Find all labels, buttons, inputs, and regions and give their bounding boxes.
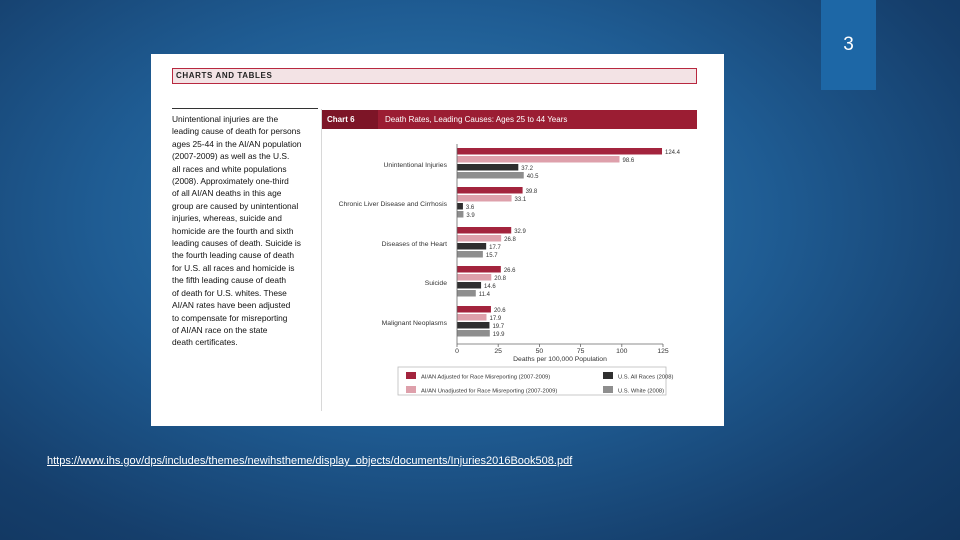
bar (457, 203, 463, 210)
description-line: for U.S. all races and homicide is (172, 262, 295, 273)
slide-number: 3 (821, 0, 876, 90)
description-line: of all AI/AN deaths in this age (172, 188, 282, 199)
bar (457, 195, 512, 202)
data-label: 39.8 (525, 189, 538, 195)
legend-swatch (603, 372, 613, 379)
legend-swatch (603, 386, 613, 393)
data-label: 26.6 (503, 268, 516, 274)
description-line: (2007-2009) as well as the U.S. (172, 151, 290, 162)
x-tick-label: 25 (494, 348, 502, 355)
x-axis-label: Deaths per 100,000 Population (513, 356, 607, 363)
description-line: the fifth leading cause of death (172, 275, 287, 286)
data-label: 3.9 (466, 213, 475, 219)
description-line: leading cause of death for persons (172, 126, 301, 137)
category-label: Suicide (424, 280, 447, 287)
bar (457, 330, 490, 337)
bar (457, 164, 518, 171)
legend-label: U.S. White (2008) (618, 388, 665, 395)
description-line: AI/AN rates have been adjusted (172, 300, 291, 311)
data-label: 40.5 (526, 174, 539, 180)
bar (457, 235, 501, 242)
description-line: Unintentional injuries are the (172, 114, 279, 124)
data-label: 14.6 (484, 284, 496, 290)
chart-number: Chart 6 (322, 110, 378, 129)
data-label: 33.1 (514, 197, 527, 203)
data-label: 11.4 (478, 292, 491, 298)
data-label: 19.7 (492, 324, 505, 330)
data-label: 15.7 (485, 253, 498, 259)
description-line: to compensate for misreporting (172, 312, 288, 323)
legend-label: U.S. All Races (2008) (618, 374, 674, 381)
category-label: Chronic Liver Disease and Cirrhosis (338, 201, 447, 208)
data-label: 32.9 (514, 229, 526, 235)
bar (457, 314, 486, 321)
description-line: the fourth leading cause of death (172, 250, 294, 261)
x-tick-label: 125 (657, 348, 669, 355)
description-line: leading causes of death. Suicide is (172, 238, 301, 249)
data-label: 20.8 (494, 276, 506, 282)
description-line: group are caused by unintentional (172, 200, 299, 211)
data-label: 17.7 (489, 245, 501, 251)
data-label: 37.2 (521, 166, 533, 172)
bar (457, 322, 489, 329)
bar (457, 282, 481, 289)
data-label: 3.6 (465, 205, 475, 211)
description-line: injuries, whereas, suicide and (172, 213, 282, 224)
data-label: 20.6 (493, 308, 506, 314)
description-line: homicide are the fourth and sixth (172, 225, 294, 236)
bar (457, 148, 662, 155)
description-text (172, 113, 317, 349)
description-line: ages 25-44 in the AI/AN population (172, 138, 302, 149)
bar-chart (322, 134, 697, 399)
category-label: Malignant Neoplasms (381, 320, 447, 327)
legend-label: AI/AN Adjusted for Race Misreporting (2007-2009) (421, 374, 551, 381)
document-page (151, 54, 724, 426)
x-tick-label: 50 (535, 348, 544, 355)
bar (457, 266, 501, 273)
data-label: 17.9 (489, 316, 502, 322)
data-label: 124.4 (665, 150, 681, 156)
left-divider (172, 108, 318, 109)
bar (457, 156, 619, 163)
description-line: of AI/AN race on the state (172, 324, 268, 335)
x-tick-label: 0 (455, 348, 459, 355)
bar (457, 243, 486, 250)
category-label: Diseases of the Heart (381, 241, 447, 248)
description-line: death certificates. (172, 337, 238, 348)
bar (457, 172, 524, 179)
bar (457, 211, 463, 218)
category-label: Unintentional Injuries (383, 162, 447, 169)
bar (457, 306, 491, 313)
chart-title: Death Rates, Leading Causes: Ages 25 to 44 Years (385, 115, 568, 124)
description-line: all races and white populations (172, 163, 287, 174)
bar (457, 274, 491, 281)
bar (457, 187, 523, 194)
data-label: 26.8 (504, 237, 516, 243)
data-label: 98.6 (622, 158, 635, 164)
bar (457, 251, 483, 258)
bar (457, 290, 476, 297)
x-tick-label: 75 (576, 348, 585, 355)
data-label: 19.9 (492, 332, 505, 338)
legend-swatch (406, 372, 416, 379)
legend-swatch (406, 386, 416, 393)
description-line: (2008). Approximately one-third (172, 176, 289, 187)
legend-label: AI/AN Unadjusted for Race Misreporting (2007-2009) (421, 388, 558, 395)
source-link[interactable]: https://www.ihs.gov/dps/includes/themes/newihstheme/display_objects/documents/Injuries2016Book508.pdf (47, 455, 573, 467)
chart-title-bar (322, 110, 697, 129)
x-tick-label: 100 (616, 348, 628, 355)
bar (457, 227, 511, 234)
description-line: of death for U.S. whites. These (172, 287, 287, 298)
section-header: CHARTS AND TABLES (172, 68, 697, 84)
